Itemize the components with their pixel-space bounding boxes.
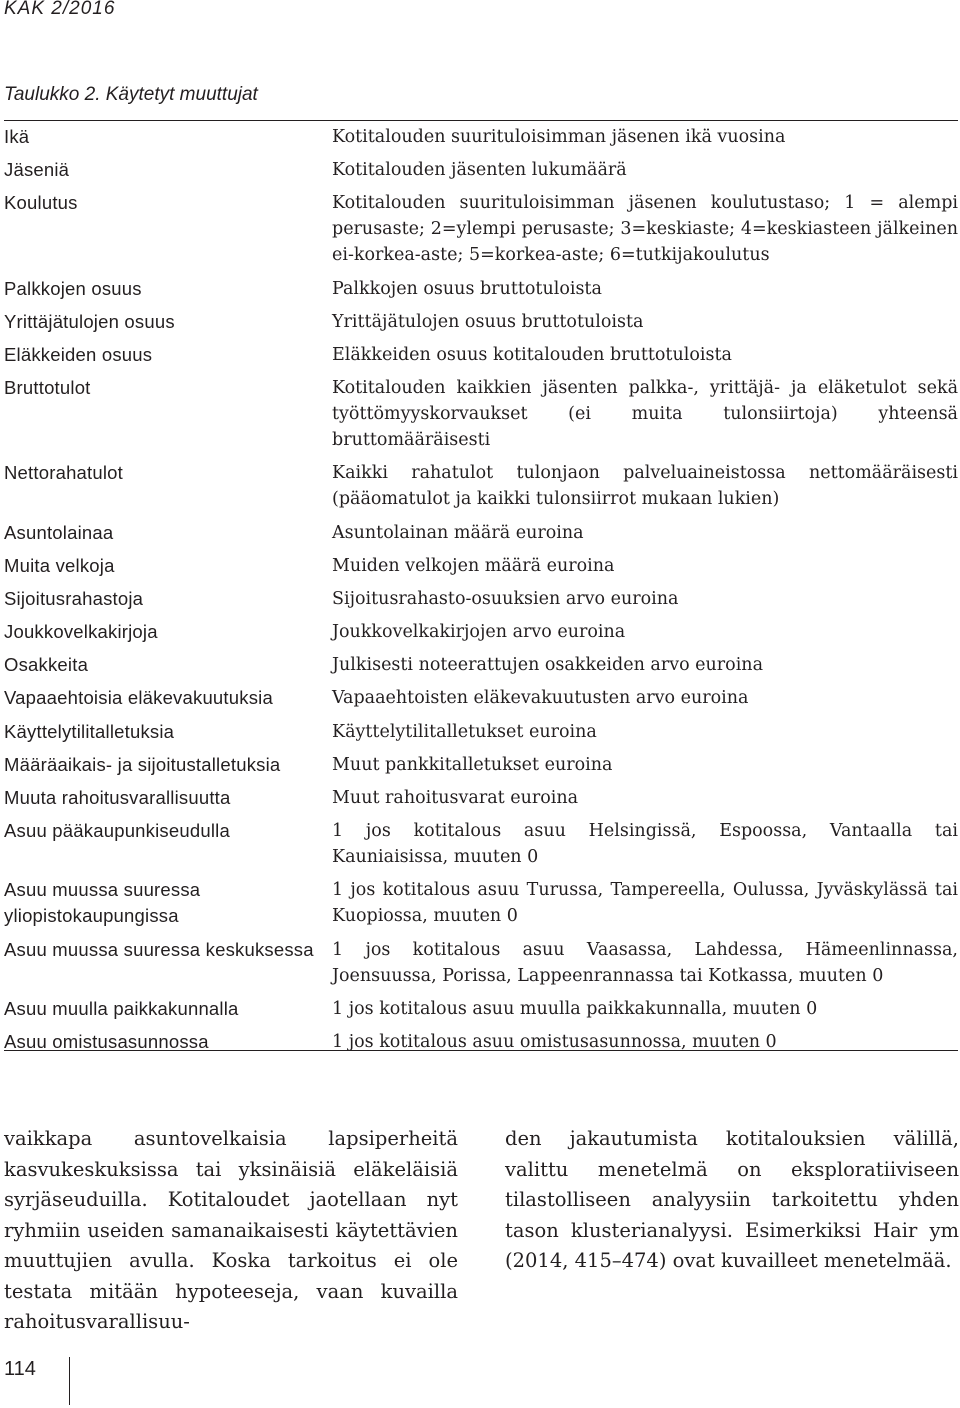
table-row (4, 1029, 958, 1062)
body-text-left-column: vaikkapa asuntovelkaisia lapsiperheitä kasvukeskuksissa tai yksinäisiä eläkeläisiä syrjäseuduilla. Kotitaloudet jaotellaan nyt ryhmiin useiden samanaikaisesti käytettävien muuttujien avulla. Koska tarkoitus ei ole testata mitään hypoteeseja, vaan kuvailla rahoitusvarallisuu- (4, 1127, 458, 1333)
variable-name: Muuta rahoitusvarallisuutta (4, 787, 231, 808)
variable-name: Yrittäjätulojen osuus (4, 310, 175, 332)
variable-name: Asuu muulla paikkakunnalla (4, 997, 239, 1019)
table-row (4, 309, 958, 342)
variable-name: Koulutus (4, 192, 78, 214)
variable-name: Asuu pääkaupunkiseudulla (4, 820, 230, 842)
variable-name: Asuu omistusasunnossa (4, 1030, 209, 1052)
variable-definition: Palkkojen osuus bruttotuloista (332, 278, 602, 299)
variable-definition: 1 jos kotitalous asuu Helsingissä, Espoossa, Vantaalla tai Kauniaisissa, muuten 0 (332, 821, 958, 868)
variable-definition: 1 jos kotitalous asuu Turussa, Tampereella, Oulussa, Jyväskylässä tai Kuopiossa, muuten 0 (332, 880, 958, 927)
table-row (4, 619, 958, 652)
table-row (4, 719, 958, 752)
folio-rule (69, 1357, 70, 1405)
variable-definition: Julkisesti noteerattujen osakkeiden arvo euroina (332, 655, 764, 676)
variable-definition: Yrittäjätulojen osuus bruttotuloista (332, 311, 644, 332)
variable-definition: Asuntolainan määrä euroina (332, 522, 584, 543)
variable-definition: Sijoitusrahasto-osuuksien arvo euroina (332, 588, 679, 609)
body-text-right-column: den jakautumista kotitalouksien välillä, valittu menetelmä on eksploratiiviseen tilastolliseen analyysiin tarkoitettu yhden tason klusterianalyysi. Esimerkiksi Hair ym (2014, 415–474) ovat kuvailleet menetelmää. (505, 1127, 959, 1272)
table-row (4, 124, 958, 157)
table-row (4, 996, 958, 1029)
variable-definition: Kotitalouden suurituloisimman jäsenen ikä vuosina (332, 127, 786, 147)
variable-name: Asuntolainaa (4, 521, 114, 543)
variable-name: Eläkkeiden osuus (4, 343, 153, 365)
table-row (4, 276, 958, 309)
variable-name: Bruttotulot (4, 377, 91, 399)
variable-name: Jäseniä (4, 159, 70, 181)
variables-table-body (4, 124, 958, 1062)
table-bottom-rule (4, 1050, 958, 1051)
table-row (4, 375, 958, 460)
variable-name: Sijoitusrahastoja (4, 587, 144, 609)
variable-definition: 1 jos kotitalous asuu Vaasassa, Lahdessa, Hämeenlinnassa, Joensuussa, Porissa, Lappeenrannassa tai Kotkassa, muuten 0 (332, 939, 958, 986)
variable-name: Nettorahatulot (4, 462, 124, 484)
variable-name: Joukkovelkakirjoja (4, 621, 158, 643)
table-row (4, 785, 958, 818)
table-row (4, 586, 958, 619)
table-row (4, 818, 958, 877)
variable-definition: 1 jos kotitalous asuu omistusasunnossa, muuten 0 (332, 1031, 777, 1052)
table-top-rule (4, 120, 958, 121)
variable-definition: Vapaaehtoisten eläkevakuutusten arvo euroina (332, 688, 749, 709)
page-number: 114 (4, 1358, 36, 1380)
variable-definition: Käyttelytilitalletukset euroina (332, 721, 597, 742)
table-row (4, 937, 958, 996)
variable-name: Osakkeita (4, 654, 89, 676)
variable-definition: Kotitalouden kaikkien jäsenten palkka-, yrittäjä- ja eläketulot sekä työttömyyskorvaukset (ei muita tulonsiirtoja) yhteensä bruttomääräisesti (332, 378, 958, 451)
variable-name: Asuu muussa suuressa yliopistokaupungissa (4, 879, 201, 927)
table-row (4, 157, 958, 190)
variable-definition: Muut pankkitalletukset euroina (332, 754, 613, 775)
variable-name: Palkkojen osuus (4, 277, 142, 299)
variable-definition: Joukkovelkakirjojen arvo euroina (332, 622, 626, 643)
variables-table (4, 124, 958, 1062)
variable-name: Ikä (4, 126, 30, 147)
running-head: KAK 2/2016 (4, 0, 116, 19)
table-row (4, 652, 958, 685)
variable-name: Muita velkoja (4, 554, 115, 576)
variable-definition: Muiden velkojen määrä euroina (332, 555, 615, 576)
variable-name: Asuu muussa suuressa keskuksessa (4, 938, 314, 960)
variable-name: Käyttelytilitalletuksia (4, 720, 175, 742)
variable-name: Määräaikais- ja sijoitustalletuksia (4, 753, 281, 775)
variable-definition: Kotitalouden jäsenten lukumäärä (332, 160, 627, 181)
variable-definition: Kaikki rahatulot tulonjaon palveluaineistossa nettomääräisesti (pääomatulot ja kaikki tulonsiirrot mukaan lukien) (332, 463, 958, 510)
variable-definition: Muut rahoitusvarat euroina (332, 788, 579, 808)
table-row (4, 190, 958, 275)
variable-definition: Kotitalouden suurituloisimman jäsenen koulutustaso; 1 = alempi perusaste; 2=ylempi perusaste; 3=keskiaste; 4=keskiasteen jälkeinen ei-korkea-aste; 5=korkea-aste; 6=tutkijakoulutus (332, 193, 958, 266)
table-row (4, 752, 958, 785)
table-row (4, 877, 958, 936)
variable-name: Vapaaehtoisia eläkevakuutuksia (4, 687, 273, 709)
table-caption: Taulukko 2. Käytetyt muuttujat (4, 84, 258, 105)
table-row (4, 520, 958, 553)
table-row (4, 685, 958, 718)
table-row (4, 342, 958, 375)
table-row (4, 460, 958, 519)
variable-definition: Eläkkeiden osuus kotitalouden bruttotuloista (332, 344, 732, 365)
table-row (4, 553, 958, 586)
variable-definition: 1 jos kotitalous asuu muulla paikkakunnalla, muuten 0 (332, 998, 818, 1019)
